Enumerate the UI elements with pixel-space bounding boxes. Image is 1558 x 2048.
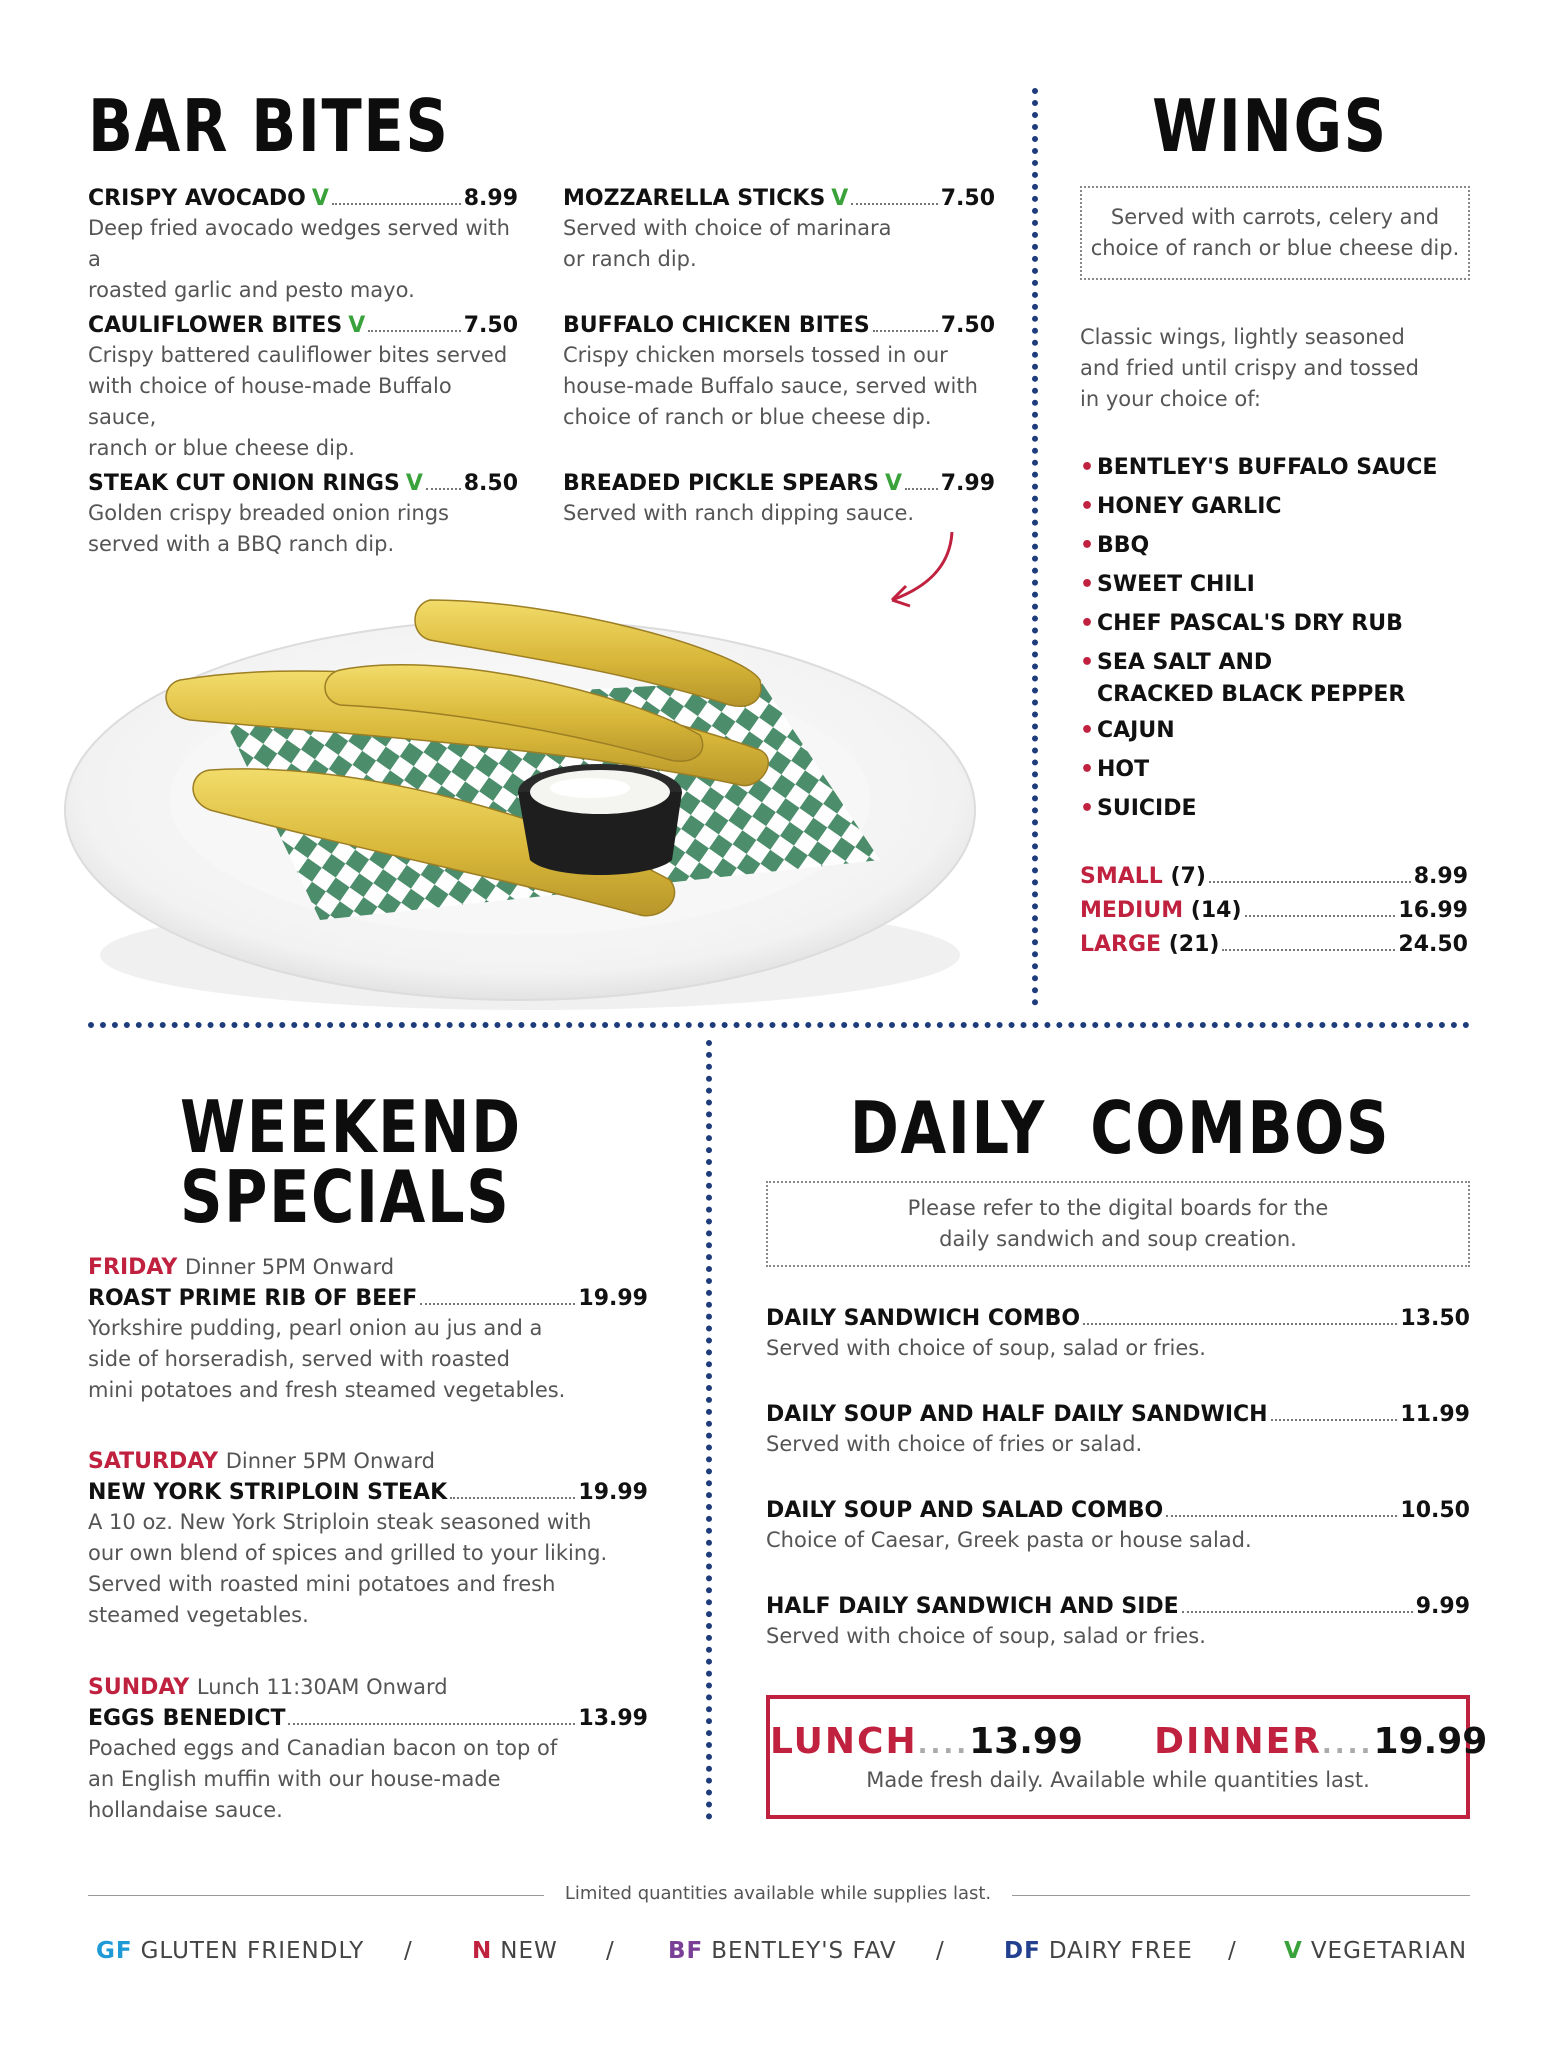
item-name: HALF DAILY SANDWICH AND SIDE xyxy=(766,1594,1179,1619)
item-price: 8.99 xyxy=(463,186,518,211)
size-price: 24.50 xyxy=(1398,932,1468,957)
special-saturday xyxy=(88,1449,648,1631)
combo-price-box xyxy=(766,1695,1488,1819)
item-price: 10.50 xyxy=(1400,1498,1470,1523)
special-sunday xyxy=(88,1675,648,1826)
legend-dairy-free xyxy=(1004,1938,1193,1964)
size-row xyxy=(1080,928,1468,962)
legend-label: VEGETARIAN xyxy=(1310,1938,1468,1964)
dinner-price: 19.99 xyxy=(1373,1721,1488,1762)
legend-code: N xyxy=(472,1938,493,1964)
sauce-item: • HONEY GARLIC xyxy=(1080,487,1437,526)
sauce-item xyxy=(1080,643,1437,711)
title-line: SPECIALS xyxy=(180,1155,511,1239)
legend-separator: / xyxy=(1228,1938,1237,1964)
item-desc-line: ranch or blue cheese dip. xyxy=(88,436,355,460)
item-desc-line: roasted garlic and pesto mayo. xyxy=(88,278,415,302)
sauce-line: CRACKED BLACK PEPPER xyxy=(1097,682,1406,707)
day-time: Lunch 11:30AM Onward xyxy=(196,1675,448,1699)
item-desc-line: Served with roasted mini potatoes and fresh xyxy=(88,1572,556,1596)
legend-label: BENTLEY'S FAV xyxy=(711,1938,897,1964)
legend-vegetarian xyxy=(1284,1938,1467,1964)
item-name: ROAST PRIME RIB OF BEEF xyxy=(88,1286,418,1311)
size-row xyxy=(1080,860,1468,894)
size-count: (21) xyxy=(1168,932,1220,957)
title-line: WEEKEND xyxy=(180,1085,522,1169)
size-label: SMALL xyxy=(1080,864,1163,889)
item-desc-line: our own blend of spices and grilled to your liking. xyxy=(88,1541,608,1565)
item-price: 11.99 xyxy=(1400,1402,1470,1427)
combo-item xyxy=(766,1306,1470,1364)
legend-separator: / xyxy=(404,1938,413,1964)
item-desc-line: Golden crispy breaded onion rings xyxy=(88,501,449,525)
item-price: 7.50 xyxy=(463,313,518,338)
item-desc-line: served with a BBQ ranch dip. xyxy=(88,532,395,556)
dinner-label: DINNER xyxy=(1154,1721,1322,1762)
note-line: Served with carrots, celery and xyxy=(1110,205,1440,229)
sauce-item: • BBQ xyxy=(1080,526,1437,565)
menu-item-cauliflower-bites xyxy=(88,313,518,464)
lunch-price: 13.99 xyxy=(969,1721,1083,1762)
item-desc-line: steamed vegetables. xyxy=(88,1603,309,1627)
item-price: 7.99 xyxy=(940,471,995,496)
vegetarian-tag: V xyxy=(405,471,423,496)
size-label: MEDIUM xyxy=(1080,898,1184,923)
item-price: 9.99 xyxy=(1415,1594,1470,1619)
item-name: MOZZARELLA STICKS xyxy=(563,186,826,211)
legend-code: GF xyxy=(96,1938,133,1964)
combo-item xyxy=(766,1402,1470,1460)
sauce-item: • BENTLEY'S BUFFALO SAUCE xyxy=(1080,448,1437,487)
menu-item-onion-rings xyxy=(88,471,518,560)
lunch-label: LUNCH xyxy=(770,1721,918,1762)
item-name: CAULIFLOWER BITES xyxy=(88,313,343,338)
intro-line: and fried until crispy and tossed xyxy=(1080,356,1419,380)
vegetarian-tag: V xyxy=(348,313,366,338)
item-price: 7.50 xyxy=(940,186,995,211)
item-desc-line: an English muffin with our house-made xyxy=(88,1767,501,1791)
wings-intro xyxy=(1080,322,1419,415)
size-row xyxy=(1080,894,1468,928)
item-name: STEAK CUT ONION RINGS xyxy=(88,471,400,496)
wings-title: WINGS xyxy=(1152,84,1388,168)
item-desc-line: Served with choice of marinara xyxy=(563,216,892,240)
vegetarian-tag: V xyxy=(311,186,329,211)
dotted-divider-horizontal xyxy=(88,1022,1470,1028)
day-label: FRIDAY xyxy=(88,1255,178,1280)
intro-line: in your choice of: xyxy=(1080,387,1261,411)
special-day xyxy=(88,1255,648,1280)
item-price: 8.50 xyxy=(463,471,518,496)
item-name: DAILY SANDWICH COMBO xyxy=(766,1306,1081,1331)
vegetarian-tag: V xyxy=(831,186,849,211)
legend-gluten-friendly xyxy=(96,1938,364,1964)
lunch-dots: .... xyxy=(917,1730,970,1760)
daily-combos-title: DAILY COMBOS xyxy=(849,1086,1391,1170)
note-line: choice of ranch or blue cheese dip. xyxy=(1090,236,1460,260)
footer-note: Limited quantities available while supplies last. xyxy=(564,1883,992,1904)
day-time: Dinner 5PM Onward xyxy=(184,1255,395,1279)
item-price: 13.50 xyxy=(1400,1306,1470,1331)
promo-note: Made fresh daily. Available while quantities last. xyxy=(866,1768,1370,1792)
size-count: (14) xyxy=(1190,898,1242,923)
weekend-specials-title xyxy=(180,1085,522,1239)
footer-rule-left xyxy=(88,1895,544,1896)
item-price: 19.99 xyxy=(578,1286,648,1311)
item-name: CRISPY AVOCADO xyxy=(88,186,306,211)
size-price: 8.99 xyxy=(1413,864,1468,889)
sauce-item: • CAJUN xyxy=(1080,711,1437,750)
item-name: BUFFALO CHICKEN BITES xyxy=(563,313,870,338)
dotted-divider-vertical xyxy=(706,1040,712,1820)
size-count: (7) xyxy=(1170,864,1206,889)
wing-sizes xyxy=(1080,860,1468,962)
day-label: SATURDAY xyxy=(88,1449,219,1474)
item-desc-line: Deep fried avocado wedges served with a xyxy=(88,216,510,271)
item-desc-line: Poached eggs and Canadian bacon on top of xyxy=(88,1736,558,1760)
note-line: daily sandwich and soup creation. xyxy=(939,1227,1297,1251)
item-name: NEW YORK STRIPLOIN STEAK xyxy=(88,1480,448,1505)
sauce-list xyxy=(1080,448,1437,828)
legend-label: DAIRY FREE xyxy=(1048,1938,1193,1964)
item-desc: Served with choice of soup, salad or fries. xyxy=(766,1624,1206,1648)
sauce-item: • SUICIDE xyxy=(1080,789,1437,828)
legend-code: DF xyxy=(1004,1938,1041,1964)
legend-code: BF xyxy=(668,1938,704,1964)
item-desc-line: Served with ranch dipping sauce. xyxy=(563,501,915,525)
combo-item xyxy=(766,1498,1470,1556)
menu-item-buffalo-chicken-bites xyxy=(563,313,995,433)
wings-note-box xyxy=(1080,186,1470,280)
item-desc-line: A 10 oz. New York Striploin steak seasoned with xyxy=(88,1510,592,1534)
item-desc: Served with choice of soup, salad or fries. xyxy=(766,1336,1206,1360)
special-friday xyxy=(88,1255,648,1406)
item-desc-line: side of horseradish, served with roasted xyxy=(88,1347,510,1371)
legend-code: V xyxy=(1284,1938,1303,1964)
size-price: 16.99 xyxy=(1398,898,1468,923)
item-price: 7.50 xyxy=(940,313,995,338)
legend-separator: / xyxy=(936,1938,945,1964)
item-desc-line: house-made Buffalo sauce, served with xyxy=(563,374,978,398)
note-line: Please refer to the digital boards for the xyxy=(907,1196,1329,1220)
combo-prices xyxy=(770,1721,1488,1762)
item-desc-line: Crispy chicken morsels tossed in our xyxy=(563,343,948,367)
dotted-divider-vertical xyxy=(1032,88,1038,1006)
day-time: Dinner 5PM Onward xyxy=(225,1449,435,1473)
item-price: 13.99 xyxy=(578,1706,648,1731)
menu-item-pickle-spears xyxy=(563,471,995,529)
item-desc-line: Crispy battered cauliflower bites served xyxy=(88,343,508,367)
item-desc-line: Yorkshire pudding, pearl onion au jus and a xyxy=(88,1316,543,1340)
special-day xyxy=(88,1675,648,1700)
item-desc: Served with choice of fries or salad. xyxy=(766,1432,1143,1456)
day-label: SUNDAY xyxy=(88,1675,190,1700)
vegetarian-tag: V xyxy=(885,471,903,496)
legend-label: GLUTEN FRIENDLY xyxy=(140,1938,365,1964)
menu-item-crispy-avocado xyxy=(88,186,518,306)
legend-label: NEW xyxy=(500,1938,558,1964)
sauce-line: SEA SALT AND xyxy=(1097,650,1273,675)
combos-note-box xyxy=(766,1181,1470,1267)
bar-bites-title: BAR BITES xyxy=(88,84,450,168)
item-desc-line: hollandaise sauce. xyxy=(88,1798,283,1822)
menu-item-mozzarella-sticks xyxy=(563,186,995,275)
intro-line: Classic wings, lightly seasoned xyxy=(1080,325,1405,349)
footer-rule-right xyxy=(1012,1895,1470,1896)
item-desc: Choice of Caesar, Greek pasta or house salad. xyxy=(766,1528,1252,1552)
item-name: BREADED PICKLE SPEARS xyxy=(563,471,879,496)
special-day xyxy=(88,1449,648,1474)
combo-item xyxy=(766,1594,1470,1652)
item-price: 19.99 xyxy=(578,1480,648,1505)
sauce-item: • HOT xyxy=(1080,750,1437,789)
item-desc-line: or ranch dip. xyxy=(563,247,697,271)
dinner-dots: .... xyxy=(1321,1730,1374,1760)
pickle-spears-plate-image xyxy=(60,560,1000,1030)
item-name: DAILY SOUP AND HALF DAILY SANDWICH xyxy=(766,1402,1268,1427)
legend-bentleys-fav xyxy=(668,1938,897,1964)
legend-new xyxy=(472,1938,558,1964)
size-label: LARGE xyxy=(1080,932,1162,957)
item-name: EGGS BENEDICT xyxy=(88,1706,286,1731)
sauce-item: • CHEF PASCAL'S DRY RUB xyxy=(1080,604,1437,643)
item-desc-line: mini potatoes and fresh steamed vegetables. xyxy=(88,1378,566,1402)
legend-separator: / xyxy=(606,1938,615,1964)
item-desc-line: with choice of house-made Buffalo sauce, xyxy=(88,374,452,429)
sauce-item: • SWEET CHILI xyxy=(1080,565,1437,604)
item-desc-line: choice of ranch or blue cheese dip. xyxy=(563,405,932,429)
item-name: DAILY SOUP AND SALAD COMBO xyxy=(766,1498,1164,1523)
